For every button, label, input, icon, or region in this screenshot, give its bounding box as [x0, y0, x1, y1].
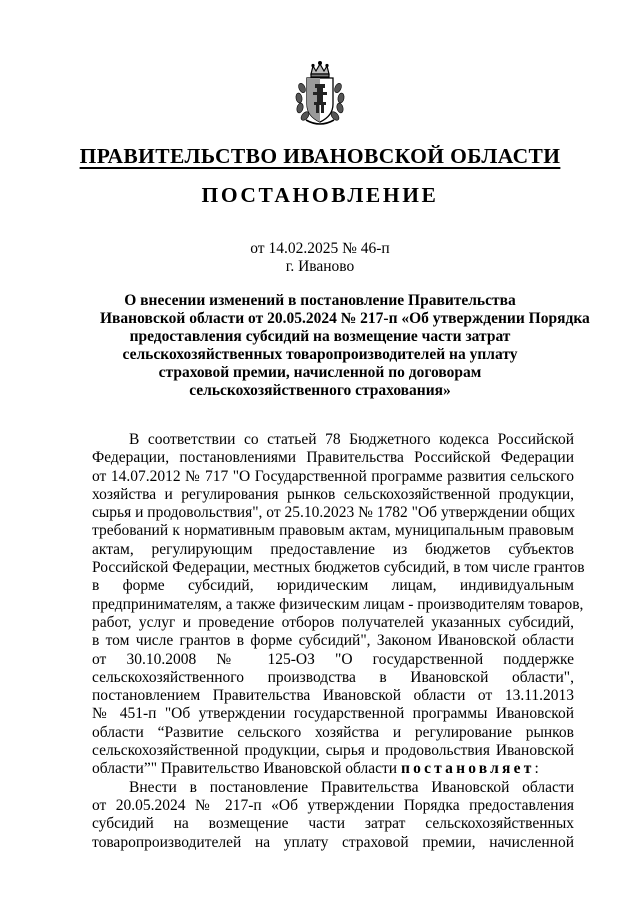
body-line: субсидий на возмещение части затрат сельскохозяйственных [92, 815, 574, 833]
document-subject [100, 292, 590, 400]
body-line: от 20.05.2024 № 217-п «Об утверждении Порядка предоставления [92, 796, 574, 814]
subject-line: сельскохозяйственного страхования» [189, 382, 451, 399]
subject-line: сельскохозяйственных товаропроизводителей на уплату [122, 346, 518, 363]
body-line: товаропроизводителей на уплату страховой премии, начисленной [92, 833, 574, 851]
body-line: Российской Федерации, местных бюджетов субсидий, в том числе грантов [92, 559, 585, 577]
body-line: Федерации, постановлениями Правительства Российской Федерации [92, 449, 574, 467]
body-line: требований к нормативным правовым актам, муниципальным правовым [92, 522, 574, 540]
government-title: ПРАВИТЕЛЬСТВО ИВАНОВСКОЙ ОБЛАСТИ [79, 144, 561, 168]
coat-of-arms-emblem [294, 60, 346, 128]
body-line: сырья и продовольствия", от 25.10.2023 № 1782 "Об утверждении общих [92, 504, 576, 522]
body-line: в том числе грантов в форме субсидий", Законом Ивановской области [92, 632, 574, 650]
document-body [92, 431, 585, 852]
body-line: В соответствии со статьей 78 Бюджетного кодекса Российской [129, 431, 574, 448]
body-line-resolution [92, 760, 574, 778]
body-line: № 451-п "Об утверждении государственной программы Ивановской [92, 705, 574, 723]
body-line: предпринимателям, а также физическим лицам - производителям товаров, [92, 595, 584, 613]
resolution-keyword: постановляет [400, 760, 535, 778]
subject-line: страховой премии, начисленной по договорам [158, 364, 482, 381]
body-line: сельскохозяйственной продукции, сырья и продовольствия Ивановской [92, 742, 574, 760]
body-line: в форме субсидий, юридическим лицам, индивидуальным [92, 577, 574, 595]
document-date-number: от 14.02.2025 № 46-п [250, 240, 390, 257]
document-type: ПОСТАНОВЛЕНИЕ [201, 183, 439, 207]
body-line: Внести в постановление Правительства Ивановской области [129, 778, 574, 796]
body-line: актам, регулирующим предоставление из бюджетов субъектов [92, 540, 574, 558]
resolution-prefix: области”" Правительство Ивановской области [92, 760, 401, 778]
body-line: от 14.07.2012 № 717 "О Государственной программе развития сельского [92, 467, 574, 485]
body-line: сельскохозяйственного производства в Ивановской области", [92, 668, 574, 686]
body-line: от 30.10.2008 № 125-ОЗ "О государственной поддержке [92, 650, 574, 668]
subject-line: предоставления субсидий на возмещение части затрат [129, 328, 511, 345]
subject-line: Ивановской области от 20.05.2024 № 217-п «Об утверждении Порядка [100, 310, 590, 327]
body-line: постановлением Правительства Ивановской области от 13.11.2013 [92, 687, 574, 705]
subject-line: О внесении изменений в постановление Правительства [124, 292, 516, 309]
body-line: работ, услуг и проведение отборов получателей указанных субсидий, [92, 613, 574, 631]
body-line: хозяйства и регулирования рынков сельскохозяйственной продукции, [92, 485, 574, 503]
body-line: области “Развитие сельского хозяйства и регулирование рынков [92, 723, 574, 741]
resolution-suffix: : [534, 760, 539, 778]
document-city: г. Иваново [285, 258, 355, 275]
